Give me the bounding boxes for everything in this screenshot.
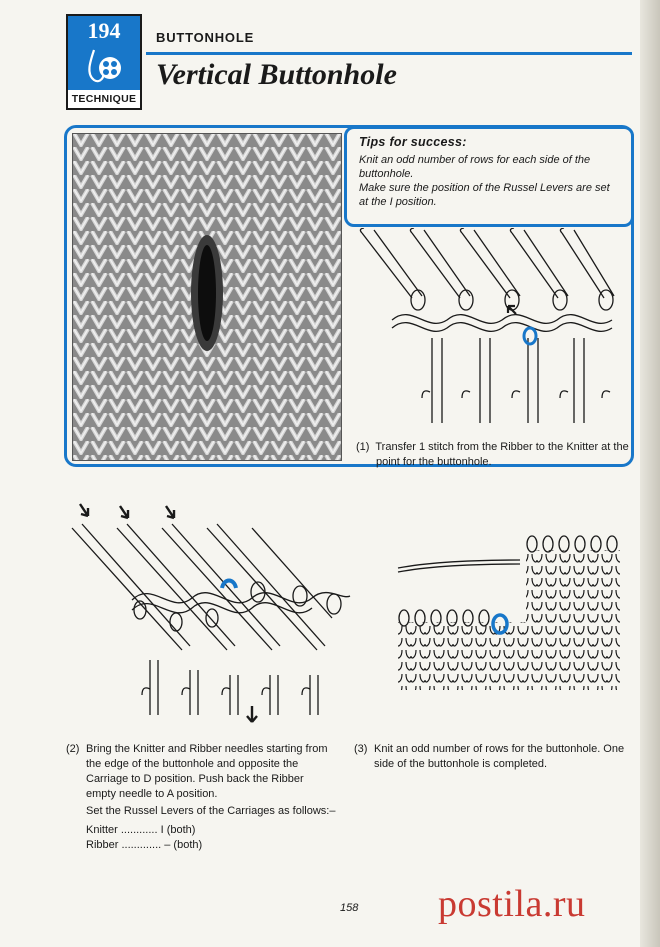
title-rule (146, 52, 632, 55)
step-3-caption (354, 742, 636, 772)
watermark: postila.ru (438, 883, 586, 925)
diagram-knitted-rows (390, 530, 634, 705)
button-icon (80, 46, 128, 90)
tip-item: Knit an odd number of rows for each side of the buttonhole. (359, 154, 591, 180)
ribber-setting: Ribber ............. – (both) (86, 839, 203, 851)
knitter-setting: Knitter ............ I (both) (86, 824, 196, 836)
diagram-transfer-stitch (352, 228, 636, 433)
step-extra: Set the Russel Levers of the Carriages as follows:– (86, 805, 336, 817)
knit-buttonhole-photo (72, 133, 342, 461)
section-label: BUTTONHOLE (156, 30, 255, 45)
step-text: Knit an odd number of rows for the buttonhole. One side of the buttonhole is completed. (374, 743, 625, 770)
tips-box (344, 126, 634, 227)
step-number: (2) (66, 743, 80, 755)
tip-item: Make sure the position of the Russel Levers are set at the I position. (359, 182, 610, 208)
step-1-caption (356, 440, 636, 470)
page-edge (640, 0, 660, 947)
page-number: 158 (340, 902, 359, 914)
tips-title: Tips for success: (359, 135, 467, 149)
technique-label: TECHNIQUE (68, 90, 140, 108)
diagram-needle-positions (62, 500, 352, 732)
step-number: (1) (356, 441, 370, 453)
step-number: (3) (354, 743, 368, 755)
technique-number: 194 (87, 18, 121, 43)
step-text: Transfer 1 stitch from the Ribber to the Knitter at the point for the buttonhole. (375, 441, 629, 468)
step-2-caption (66, 742, 336, 853)
step-text: Bring the Knitter and Ribber needles starting from the edge of the buttonhole and opposite the Carriage to D position. Push back the Ribber empty needle to A position. (86, 743, 328, 800)
technique-badge (66, 14, 142, 110)
page-title: Vertical Buttonhole (156, 58, 397, 91)
